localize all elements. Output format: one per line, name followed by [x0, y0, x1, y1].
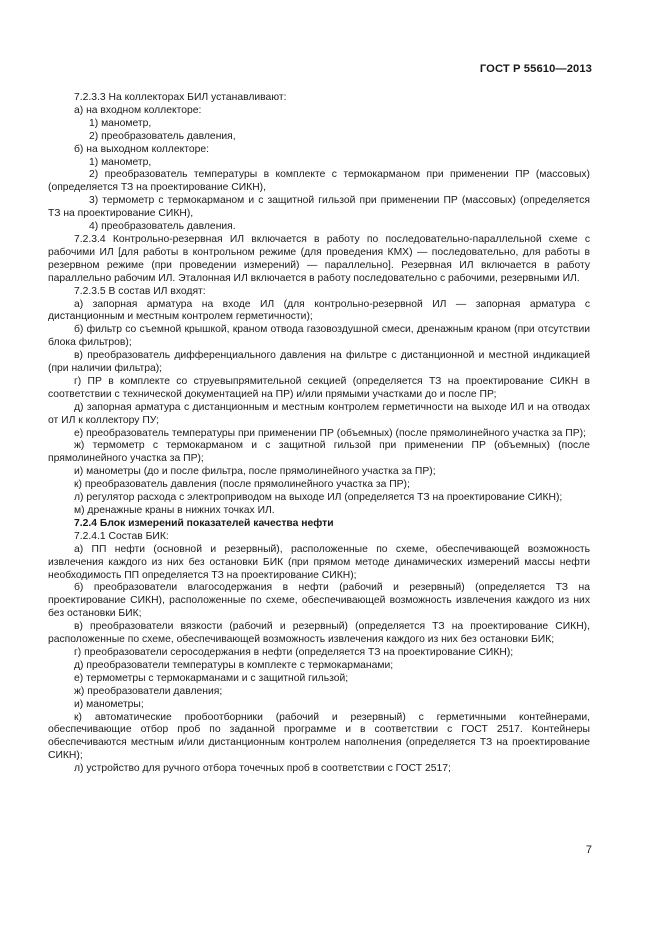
list-item: б) фильтр со съемной крышкой, краном отвода газовоздушной смеси, дренажным краном (при отсутствии блока фильтров);: [48, 324, 590, 349]
list-item: г) ПР в комплекте со струевыпрямительной секцией (определяется ТЗ на проектирование СИКН в соответствии с технической документацией на ПР) и/или прямыми участками до и после ПР;: [48, 375, 590, 400]
document-body: [48, 92, 590, 776]
sub-list-item: 2) преобразователь температуры в комплекте с термокарманом при применении ПР (массовых) (определяется ТЗ на проектирование СИКН),: [48, 169, 590, 194]
list-item: а) на входном коллекторе:: [74, 104, 202, 116]
clause-7-2-4-1: 7.2.4.1 Состав БИК:: [74, 530, 169, 542]
section-heading-7-2-4: 7.2.4 Блок измерений показателей качества нефти: [74, 517, 334, 529]
clause-7-2-3-3: 7.2.3.3 На коллекторах БИЛ устанавливают:: [74, 92, 287, 103]
list-item: г) преобразователи серосодержания в нефти (определяется ТЗ на проектирование СИКН);: [74, 646, 514, 658]
list-item: в) преобразователи вязкости (рабочий и резервный) (определяется ТЗ на проектирование СИКН), расположенные по схеме, обеспечивающей возможность извлечения каждого из них без остановки БИК;: [48, 621, 590, 646]
list-item: е) термометры с термокарманами и с защитной гильзой;: [74, 672, 349, 684]
list-item: е) преобразователь температуры при применении ПР (объемных) (после прямолинейного участка за ПР);: [74, 427, 586, 439]
list-item: д) запорная арматура с дистанционным и местным контролем герметичности на выходе ИЛ и на отводах от ИЛ к коллектору ПУ;: [48, 401, 590, 426]
list-item: а) запорная арматура на входе ИЛ (для контрольно-резервной ИЛ — запорная арматура с дистанционным и местным контролем герметичности);: [48, 298, 590, 323]
sub-list-item: 1) манометр,: [89, 117, 152, 129]
clause-7-2-3-4: 7.2.3.4 Контрольно-резервная ИЛ включается в работу по последовательно-параллельной схеме с рабочими ИЛ [для работы в контрольном режиме (для проведения КМХ) — последовательно, для работы в резервном режиме (при проведении измерений) — параллельно]. Резервная ИЛ включается в работу параллельно рабочим ИЛ. Эталонная ИЛ включается в работу последовательно с рабочими, резервными ИЛ.: [48, 233, 590, 284]
page-number: 7: [585, 844, 592, 856]
list-item: а) ПП нефти (основной и резервный), расположенные по схеме, обеспечивающей возможность извлечения каждого из них без остановки БИК (при прямом методе динамических измерений массы нефти необходимость ПП определяется ТЗ на проектирование СИКН);: [48, 543, 590, 581]
list-item: и) манометры;: [74, 698, 144, 710]
list-item: л) устройство для ручного отбора точечных проб в соответствии с ГОСТ 2517;: [74, 763, 451, 775]
document-header: ГОСТ Р 55610—2013: [479, 63, 592, 75]
list-item: ж) термометр с термокарманом и с защитной гильзой при применении ПР (объемных) (после прямолинейного участка за ПР);: [48, 440, 590, 465]
sub-list-item: 4) преобразователь давления.: [89, 221, 236, 233]
list-item: к) автоматические пробоотборники (рабочий и резервный) с герметичными контейнерами, обеспечивающие отбор проб по заданной программе и в соответствии с ГОСТ 2517. Контейнеры обеспечиваются местным и/или дистанционным контролем наполнения (определяется ТЗ на проектирование СИКН);: [48, 711, 590, 762]
list-item: и) манометры (до и после фильтра, после прямолинейного участка за ПР);: [74, 466, 436, 478]
clause-7-2-3-5: 7.2.3.5 В состав ИЛ входят:: [74, 285, 206, 297]
list-item: м) дренажные краны в нижних точках ИЛ.: [74, 505, 275, 516]
list-item: к) преобразователь давления (после прямолинейного участка за ПР);: [74, 479, 410, 491]
sub-list-item: 2) преобразователь давления,: [89, 130, 236, 142]
sub-list-item: 3) термометр с термокарманом и с защитной гильзой при применении ПР (массовых) (определяется ТЗ на проектирование СИКН),: [48, 195, 590, 220]
list-item: ж) преобразователи давления;: [74, 685, 223, 697]
list-item: д) преобразователи температуры в комплекте с термокарманами;: [74, 659, 394, 671]
list-item: б) на выходном коллекторе:: [74, 143, 209, 155]
list-item: б) преобразователи влагосодержания в нефти (рабочий и резервный) (определяется ТЗ на проектирование СИКН), расположенные по схеме, обеспечивающей возможность извлечения каждого из них без остановки БИК;: [48, 582, 590, 620]
list-item: в) преобразователь дифференциального давления на фильтре с дистанционной и местной индикацией (при наличии фильтра);: [48, 350, 590, 375]
list-item: л) регулятор расхода с электроприводом на выходе ИЛ (определяется ТЗ на проектирование СИКН);: [74, 492, 563, 504]
sub-list-item: 1) манометр,: [89, 156, 152, 168]
